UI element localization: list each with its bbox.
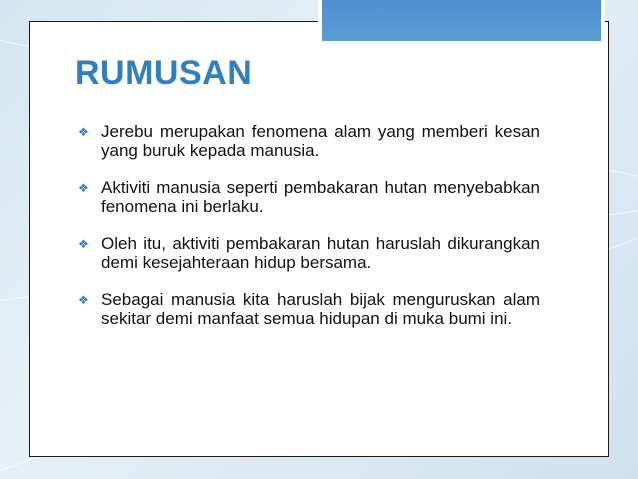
bullet-text: Sebagai manusia kita haruslah bijak menguruskan alam sekitar demi manfaat semua hidupan di muka bumi ini.: [101, 290, 540, 328]
bullet-icon: ❖: [78, 181, 89, 195]
bullet-text: Jerebu merupakan fenomena alam yang memberi kesan yang buruk kepada manusia.: [101, 122, 540, 160]
accent-block: [318, 0, 605, 45]
bullet-item: [78, 178, 540, 216]
bullet-item: [78, 234, 540, 272]
bullet-icon: ❖: [78, 293, 89, 307]
accent-block-fill: [322, 0, 601, 41]
bullet-item: [78, 290, 540, 328]
slide-title: RUMUSAN: [75, 54, 253, 92]
bullet-text: Aktiviti manusia seperti pembakaran hutan menyebabkan fenomena ini berlaku.: [101, 178, 540, 216]
bullet-item: [78, 122, 540, 160]
bullet-icon: ❖: [78, 237, 89, 251]
bullet-text: Oleh itu, aktiviti pembakaran hutan haruslah dikurangkan demi kesejahteraan hidup bersama.: [101, 234, 540, 272]
bullet-list: [78, 122, 540, 346]
bullet-icon: ❖: [78, 125, 89, 139]
